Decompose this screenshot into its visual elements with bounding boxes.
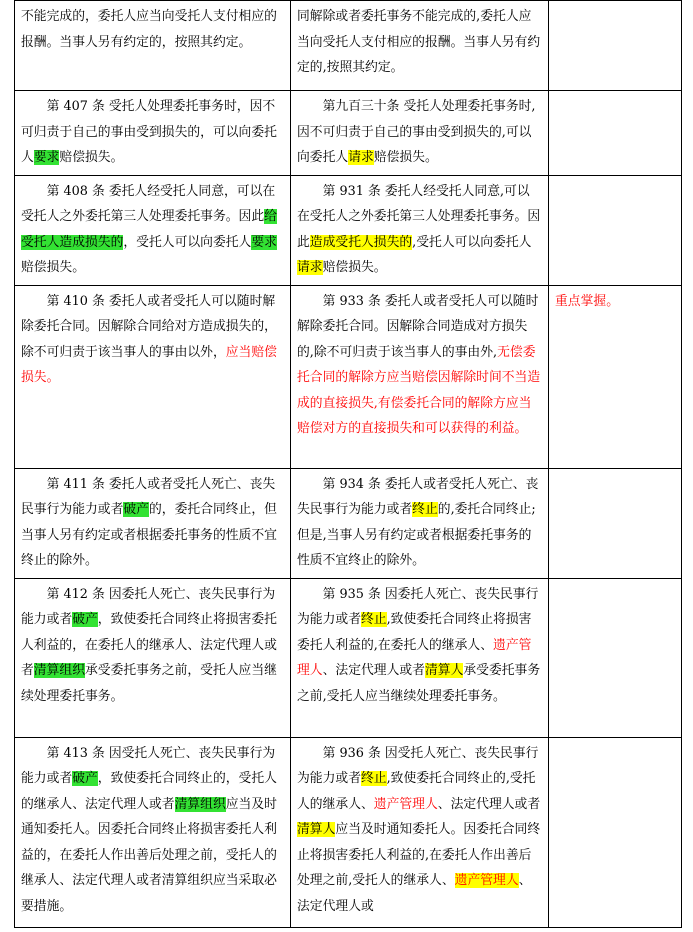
text-run: ，受托人可以向委托人 (123, 234, 252, 250)
highlighted-text: 终止 (360, 771, 387, 786)
note-cell (549, 91, 682, 176)
cell-paragraph (21, 94, 284, 171)
new-law-cell (291, 91, 549, 176)
highlighted-text: 无偿委托合同的解除方应当赔偿因解除时间不当造成的直接损失,有偿委托合同的解除方应当赔偿对方的直接损失和可以获得的利益。 (297, 344, 541, 436)
cell-paragraph (297, 582, 542, 710)
cell-paragraph (21, 289, 284, 391)
highlighted-text: 终止 (360, 612, 387, 627)
text-run: 第 935 条 因委托人死亡、丧失民事行为能力或者 (297, 586, 539, 627)
old-law-cell (15, 468, 291, 578)
comparison-page (14, 0, 681, 928)
table-row (15, 1, 682, 91)
highlighted-text: 要求 (33, 150, 60, 165)
cell-paragraph (21, 179, 284, 281)
note-cell (549, 175, 682, 285)
text-run: 承受委托事务之前,受托人应当继续处理委托事务。 (297, 663, 541, 704)
text-run: 、法定代理人或者 (437, 796, 541, 812)
text-run: 应当及时通知委托人。因委托合同终止将损害委托人利益的,在委托人作出善后处理之前,受托人的继承人、 (297, 822, 541, 888)
text-run: ,受托人可以向委托人 (412, 234, 532, 250)
old-law-cell (15, 285, 291, 468)
text-run: 第 931 条 委托人经受托人同意,可以在受托人之外委托第三人处理委托事务。因此 (297, 183, 541, 250)
table-row (15, 737, 682, 927)
note-cell (549, 285, 682, 468)
highlighted-text: 清算人 (297, 822, 336, 837)
text-run: 第 412 条 因委托人死亡、丧失民事行为能力或者 (21, 586, 276, 627)
text-run: 应当及时通知委托人。因委托合同终止将损害委托人利益的，在委托人作出善后处理之前，受托人的继承人、法定代理人或者清算组织应当采取必要措施。 (21, 796, 277, 914)
note-cell (549, 578, 682, 737)
text-run: 、法定代理人或者 (322, 663, 425, 678)
text-run: ，致使委托合同终止的，受托人的继承人、法定代理人或者 (21, 771, 277, 812)
text-run: 同解除或者委托事务不能完成的,委托人应当向受托人支付相应的报酬。当事人另有约定的,按照其约定。 (297, 9, 541, 75)
highlighted-text: 应当赔偿损失。 (21, 344, 277, 385)
law-comparison-table (14, 0, 682, 928)
cell-paragraph (21, 582, 284, 710)
highlighted-text: 给受托人造成损失的 (21, 209, 277, 250)
note-cell (549, 737, 682, 927)
text-run: 第 407 条 受托人处理委托事务时，因不可归责于自己的事由受到损失的，可以向委托人 (21, 99, 277, 165)
new-law-cell (291, 737, 549, 927)
highlighted-text: 造成受托人损失的 (309, 234, 413, 250)
old-law-cell (15, 737, 291, 927)
table-row (15, 468, 682, 578)
text-run: ，致使委托合同终止将损害委托人利益的，在委托人的继承人、法定代理人或者 (21, 612, 277, 678)
old-law-cell (15, 578, 291, 737)
cell-paragraph (297, 4, 542, 81)
text-run: 赔偿损失。 (322, 260, 387, 275)
cell-paragraph (297, 179, 542, 281)
highlighted-text: 破产 (72, 612, 98, 627)
cell-paragraph (21, 472, 284, 574)
old-law-cell (15, 91, 291, 176)
note-cell (549, 1, 682, 91)
cell-paragraph (297, 741, 542, 920)
text-run: 第 410 条 委托人或者受托人可以随时解除委托合同。因解除合同给对方造成损失的，除不可归责于该当事人的事由以外， (21, 293, 277, 360)
old-law-cell (15, 1, 291, 91)
highlighted-text: 要求 (251, 234, 277, 250)
table-row (15, 285, 682, 468)
note-text: 重点掌握。 (555, 293, 619, 309)
highlighted-text: 破产 (123, 502, 149, 517)
new-law-cell (291, 1, 549, 91)
cell-paragraph (297, 94, 542, 171)
text-run: 不能完成的，委托人应当向受托人支付相应的报酬。当事人另有约定的，按照其约定。 (21, 9, 277, 50)
table-row (15, 578, 682, 737)
text-run: 第 934 条 委托人或者受托人死亡、丧失民事行为能力或者 (297, 476, 539, 517)
text-run: ,致使委托合同终止的,受托人的继承人、 (297, 771, 536, 812)
text-run: 承受委托事务之前，受托人应当继续处理委托事务。 (21, 663, 277, 704)
text-run: 第 413 条 因受托人死亡、丧失民事行为能力或者 (21, 745, 276, 786)
highlighted-text: 遗产管理人 (373, 796, 438, 812)
text-run: 第 933 条 委托人或者受托人可以随时解除委托合同。因解除合同造成对方损失的,除不可归责于该当事人的事由外, (297, 293, 539, 360)
text-run: 赔偿损失。 (59, 150, 124, 165)
text-run: 赔偿损失。 (21, 260, 85, 275)
cell-paragraph (297, 289, 542, 442)
new-law-cell (291, 175, 549, 285)
highlighted-text: 遗产管理人 (454, 873, 519, 888)
highlighted-text: 遗产管理人 (297, 637, 532, 678)
highlighted-text: 清算组织 (33, 663, 85, 678)
highlighted-text: 清算人 (424, 663, 464, 678)
text-run: 第 411 条 委托人或者受托人死亡、丧失民事行为能力或者 (21, 476, 276, 517)
cell-paragraph (297, 472, 542, 574)
text-run: 赔偿损失。 (373, 150, 438, 165)
text-run: 的,委托合同终止;但是,当事人另有约定或者根据委托事务的性质不宜终止的除外。 (297, 502, 536, 568)
table-row (15, 91, 682, 176)
highlighted-text: 清算组织 (174, 796, 226, 812)
text-run: 的，委托合同终止，但当事人另有约定或者根据委托事务的性质不宜终止的除外。 (21, 502, 277, 568)
cell-paragraph (21, 4, 284, 55)
new-law-cell (291, 285, 549, 468)
note-cell (549, 468, 682, 578)
highlighted-text: 请求 (297, 260, 323, 275)
new-law-cell (291, 468, 549, 578)
highlighted-text: 请求 (348, 150, 374, 165)
highlighted-text: 破产 (72, 771, 98, 786)
text-run: 第九百三十条 受托人处理委托事务时,因不可归责于自己的事由受到损失的,可以向委托人 (297, 99, 536, 165)
text-run: ,致使委托合同终止将损害委托人利益的,在委托人的继承人、 (297, 612, 532, 653)
new-law-cell (291, 578, 549, 737)
text-run: 、法定代理人或 (297, 873, 532, 914)
highlighted-text: 终止 (412, 502, 438, 517)
cell-paragraph (21, 741, 284, 920)
table-row (15, 175, 682, 285)
text-run: 第 936 条 因受托人死亡、丧失民事行为能力或者 (297, 745, 539, 786)
old-law-cell (15, 175, 291, 285)
text-run: 第 408 条 委托人经受托人同意，可以在受托人之外委托第三人处理委托事务。因此 (21, 183, 276, 224)
